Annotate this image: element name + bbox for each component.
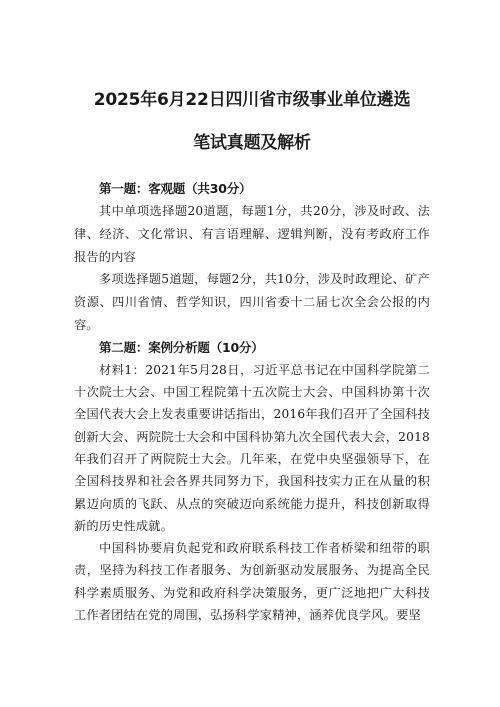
section2-heading: 第二题：案例分析题（10分） xyxy=(99,339,264,355)
section1-paragraph-1: 其中单项选择题20道题，每题1分，共20分，涉及时政、法律、经济、文化常识、有言语理解、逻辑判断，没有考政府工作报告的内容 xyxy=(74,204,430,264)
section1-paragraph-2: 多项选择题5道题，每题2分，共10分，涉及时政理论、矿产资源、四川省情、哲学知识，四川省委十二届七次全会公报的内容。 xyxy=(74,272,430,332)
document-title-line2: 笔试真题及解析 xyxy=(193,133,311,153)
section2-paragraph-2: 中国科协要肩负起党和政府联系科技工作者桥梁和纽带的职责，坚持为科技工作者服务、为创新驱动发展服务、为提高全民科学素质服务、为党和政府科学决策服务，更广泛地把广大科技工作者团结在党的周围，弘扬科学家精神，涵养优良学风。要坚 xyxy=(74,541,430,623)
document-title-line1: 2025年6月22日四川省市级事业单位遴选 xyxy=(93,90,411,110)
section2-paragraph-1: 材料1：2021年5月28日，习近平总书记在中国科学院第二十次院士大会、中国工程院第十五次院士大会、中国科协第十次全国代表大会上发表重要讲话指出，2016年我们召开了全国科技创新大会、两院院士大会和中国科协第九次全国代表大会，2018年我们召开了两院院士大会。几年来，在党中央坚强领导下，在全国科技界和社会各界共同努力下，我国科技实力正在从量的积累迈向质的飞跃、从点的突破迈向系统能力提升，科技创新取得新的历史性成就。 xyxy=(74,362,430,533)
section1-heading: 第一题：客观题（共30分） xyxy=(99,181,252,196)
